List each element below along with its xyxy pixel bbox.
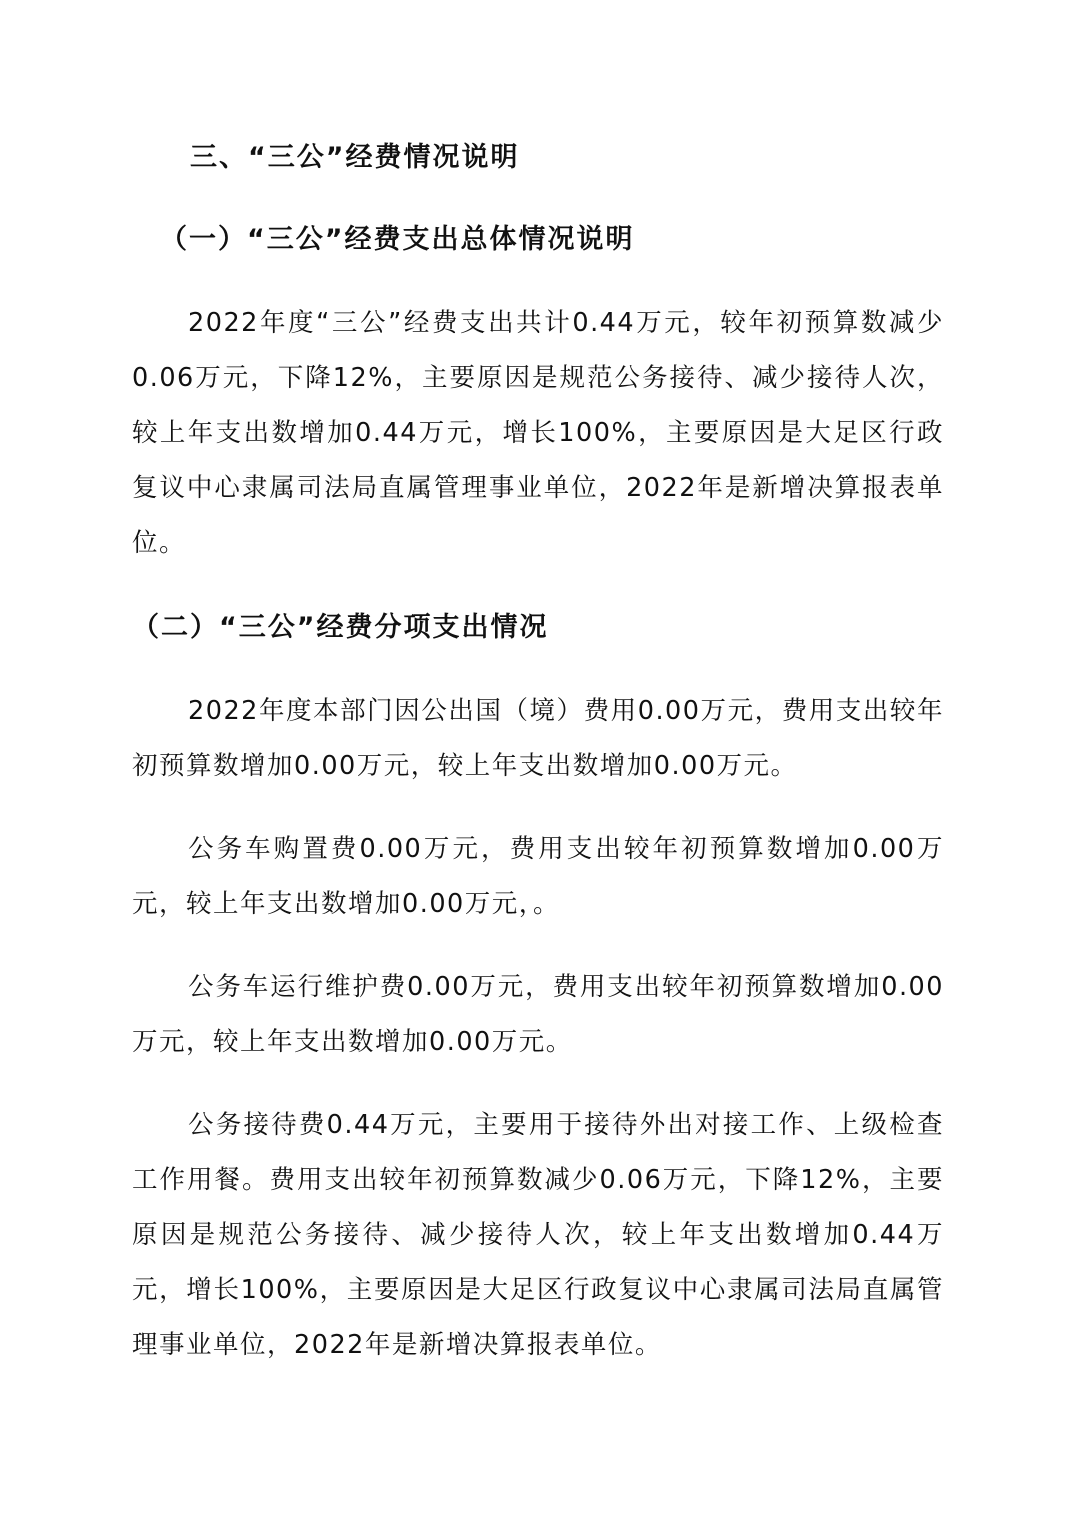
subsection-title-overall: （一）“三公”经费支出总体情况说明 [160,224,635,255]
paragraph-overseas-travel: 2022年度本部门因公出国（境）费用0.00万元，费用支出较年初预算数增加0.00万元，较上年支出数增加0.00万元。 [132,696,944,781]
paragraph-overall-expenditure: 2022年度“三公”经费支出共计0.44万元，较年初预算数减少0.06万元，下降12%，主要原因是规范公务接待、减少接待人次，较上年支出数增加0.44万元，增长100%，主要原因是大足区行政复议中心隶属司法局直属管理事业单位，2022年是新增决算报表单位。 [132,308,944,558]
paragraph-vehicle-purchase: 公务车购置费0.00万元，费用支出较年初预算数增加0.00万元，较上年支出数增加0.00万元，。 [132,834,944,919]
subsection-title-itemized: （二）“三公”经费分项支出情况 [132,612,549,643]
paragraph-official-reception: 公务接待费0.44万元，主要用于接待外出对接工作、上级检查工作用餐。费用支出较年初预算数减少0.06万元，下降12%，主要原因是规范公务接待、减少接待人次，较上年支出数增加0.44万元，增长100%，主要原因是大足区行政复议中心隶属司法局直属管理事业单位，2022年是新增决算报表单位。 [132,1110,944,1360]
section-title: 三、“三公”经费情况说明 [190,142,520,173]
paragraph-vehicle-operation: 公务车运行维护费0.00万元，费用支出较年初预算数增加0.00万元，较上年支出数增加0.00万元。 [132,972,944,1057]
